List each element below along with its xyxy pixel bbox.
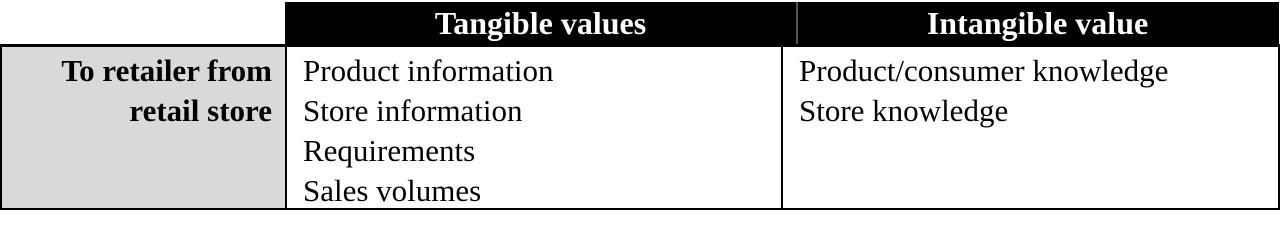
- tangible-values-cell: [285, 44, 782, 210]
- header-tangible-values: Tangible values: [285, 2, 796, 44]
- tangible-value-item: Requirements: [303, 133, 476, 168]
- intangible-value-item: Store knowledge: [799, 93, 1009, 128]
- row-header-cell: [0, 44, 286, 210]
- row-header-line: To retailer from: [61, 53, 272, 88]
- intangible-values-cell: [781, 44, 1280, 210]
- intangible-value-item: Product/consumer knowledge: [799, 53, 1169, 88]
- tangible-value-item: Product information: [303, 53, 554, 88]
- tangible-value-item: Store information: [303, 93, 523, 128]
- header-intangible-value: Intangible value: [796, 2, 1279, 44]
- tangible-value-item: Sales volumes: [303, 173, 482, 208]
- header-divider: [796, 2, 798, 44]
- corner-cell: [0, 0, 285, 44]
- row-header-line: retail store: [129, 93, 272, 128]
